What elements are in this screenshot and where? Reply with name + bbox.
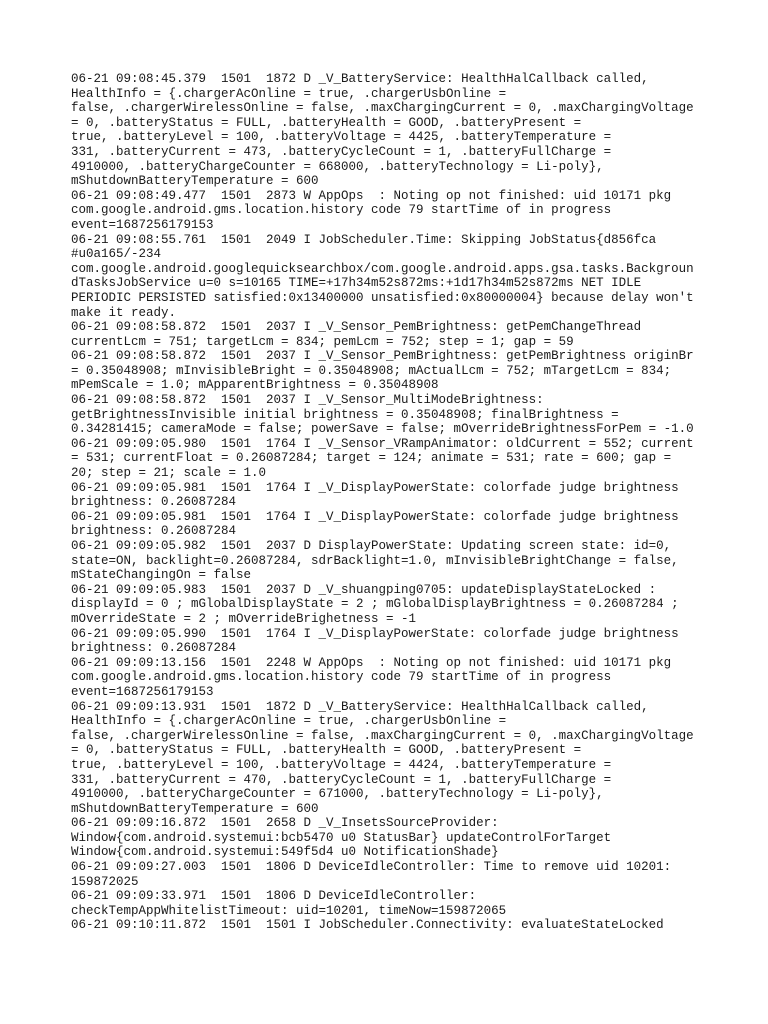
log-line: 06-21 09:08:45.379 1501 1872 D _V_BatteryService: HealthHalCallback called,: [71, 72, 649, 86]
log-text-block: [71, 72, 711, 933]
log-line: make it ready.: [71, 305, 177, 320]
log-line: 06-21 09:09:05.982 1501 2037 D DisplayPowerState: Updating screen state: id=0,: [71, 539, 672, 553]
log-line: 331, .batteryCurrent = 470, .batteryCycleCount = 1, .batteryFullCharge =: [71, 772, 612, 787]
log-line: HealthInfo = {.chargerAcOnline = true, .chargerUsbOnline =: [71, 86, 507, 101]
log-line: mShutdownBatteryTemperature = 600: [71, 174, 319, 189]
log-line: true, .batteryLevel = 100, .batteryVoltage = 4424, .batteryTemperature =: [71, 757, 612, 772]
log-line: true, .batteryLevel = 100, .batteryVoltage = 4425, .batteryTemperature =: [71, 130, 612, 145]
log-line: 06-21 09:08:49.477 1501 2873 W AppOps : Noting op not finished: uid 10171 pkg: [71, 188, 672, 203]
log-line: Window{com.android.systemui:549f5d4 u0 NotificationShade}: [71, 845, 499, 860]
log-line: 0.34281415; cameraMode = false; powerSave = false; mOverrideBrightnessForPem = -1.0: [71, 422, 694, 437]
log-line: false, .chargerWirelessOnline = false, .maxChargingCurrent = 0, .maxChargingVoltage: [71, 101, 694, 116]
log-line: PERIODIC PERSISTED satisfied:0x13400000 unsatisfied:0x80000004} because delay won't: [71, 290, 694, 305]
log-line: state=ON, backlight=0.26087284, sdrBacklight=1.0, mInvisibleBrightChange = false,: [71, 553, 679, 568]
log-line: 06-21 09:09:05.980 1501 1764 I _V_Sensor_VRampAnimator: oldCurrent = 552; current: [71, 436, 694, 451]
log-line: Window{com.android.systemui:bcb5470 u0 StatusBar} updateControlForTarget: [71, 830, 612, 845]
log-line: displayId = 0 ; mGlobalDisplayState = 2 ; mGlobalDisplayBrightness = 0.26087284 ;: [71, 597, 679, 612]
log-line: = 531; currentFloat = 0.26087284; target = 124; animate = 531; rate = 600; gap =: [71, 451, 672, 466]
log-line: mStateChangingOn = false: [71, 568, 252, 583]
log-line: mPemScale = 1.0; mApparentBrightness = 0.35048908: [71, 378, 439, 393]
log-line: com.google.android.gms.location.history code 79 startTime of in progress: [71, 203, 612, 218]
log-line: 06-21 09:09:13.156 1501 2248 W AppOps : Noting op not finished: uid 10171 pkg: [71, 655, 672, 670]
log-line: 06-21 09:10:11.872 1501 1501 I JobScheduler.Connectivity: evaluateStateLocked: [71, 918, 664, 933]
log-line: 06-21 09:08:58.872 1501 2037 I _V_Sensor_PemBrightness: getPemChangeThread: [71, 320, 642, 335]
log-line: brightness: 0.26087284: [71, 641, 237, 656]
log-line: 06-21 09:08:58.872 1501 2037 I _V_Sensor_PemBrightness: getPemBrightness originBr: [71, 349, 694, 364]
log-line: currentLcm = 751; targetLcm = 834; pemLcm = 752; step = 1; gap = 59: [71, 334, 574, 349]
log-line: com.google.android.googlequicksearchbox/com.google.android.apps.gsa.tasks.Backgroun: [71, 261, 694, 276]
log-line: 331, .batteryCurrent = 473, .batteryCycleCount = 1, .batteryFullCharge =: [71, 144, 612, 159]
log-line: com.google.android.gms.location.history code 79 startTime of in progress: [71, 670, 612, 685]
log-line: dTasksJobService u=0 s=10165 TIME=+17h34m52s872ms:+1d17h34m52s872ms NET IDLE: [71, 276, 642, 291]
log-line: 06-21 09:09:05.981 1501 1764 I _V_DisplayPowerState: colorfade judge brightness: [71, 480, 679, 495]
log-line: checkTempAppWhitelistTimeout: uid=10201, timeNow=159872065: [71, 903, 507, 918]
log-line: brightness: 0.26087284: [71, 524, 237, 539]
log-line: = 0, .batteryStatus = FULL, .batteryHealth = GOOD, .batteryPresent =: [71, 743, 582, 758]
log-line: 06-21 09:09:33.971 1501 1806 D DeviceIdleController:: [71, 889, 477, 904]
log-line: = 0, .batteryStatus = FULL, .batteryHealth = GOOD, .batteryPresent =: [71, 115, 582, 130]
log-line: 4910000, .batteryChargeCounter = 671000, .batteryTechnology = Li-poly},: [71, 787, 604, 802]
log-line: 06-21 09:09:05.983 1501 2037 D _V_shuangping0705: updateDisplayStateLocked :: [71, 582, 657, 597]
log-line: 4910000, .batteryChargeCounter = 668000, .batteryTechnology = Li-poly},: [71, 159, 604, 174]
log-line: mOverrideState = 2 ; mOverrideBrighetness = -1: [71, 611, 417, 626]
log-line: 06-21 09:09:05.990 1501 1764 I _V_DisplayPowerState: colorfade judge brightness: [71, 626, 679, 641]
log-line: 06-21 09:08:55.761 1501 2049 I JobScheduler.Time: Skipping JobStatus{d856fca: [71, 232, 657, 247]
log-line: 06-21 09:09:13.931 1501 1872 D _V_BatteryService: HealthHalCallback called,: [71, 699, 649, 714]
log-line: getBrightnessInvisible initial brightness = 0.35048908; finalBrightness =: [71, 407, 619, 422]
log-line: 06-21 09:09:27.003 1501 1806 D DeviceIdleController: Time to remove uid 10201:: [71, 860, 672, 875]
log-line: HealthInfo = {.chargerAcOnline = true, .chargerUsbOnline =: [71, 714, 507, 729]
log-line: event=1687256179153: [71, 217, 214, 232]
log-line: 20; step = 21; scale = 1.0: [71, 466, 267, 481]
log-line: 06-21 09:09:05.981 1501 1764 I _V_DisplayPowerState: colorfade judge brightness: [71, 509, 679, 524]
log-line: 159872025: [71, 874, 139, 889]
log-line: 06-21 09:09:16.872 1501 2658 D _V_InsetsSourceProvider:: [71, 816, 499, 831]
log-line: false, .chargerWirelessOnline = false, .maxChargingCurrent = 0, .maxChargingVoltage: [71, 728, 694, 743]
log-line: mShutdownBatteryTemperature = 600: [71, 801, 319, 816]
log-line: brightness: 0.26087284: [71, 495, 237, 510]
log-line: = 0.35048908; mInvisibleBright = 0.35048908; mActualLcm = 752; mTargetLcm = 834;: [71, 363, 672, 378]
log-line: 06-21 09:08:58.872 1501 2037 I _V_Sensor_MultiModeBrightness:: [71, 393, 544, 408]
log-line: event=1687256179153: [71, 684, 214, 699]
log-line: #u0a165/-234: [71, 247, 162, 262]
